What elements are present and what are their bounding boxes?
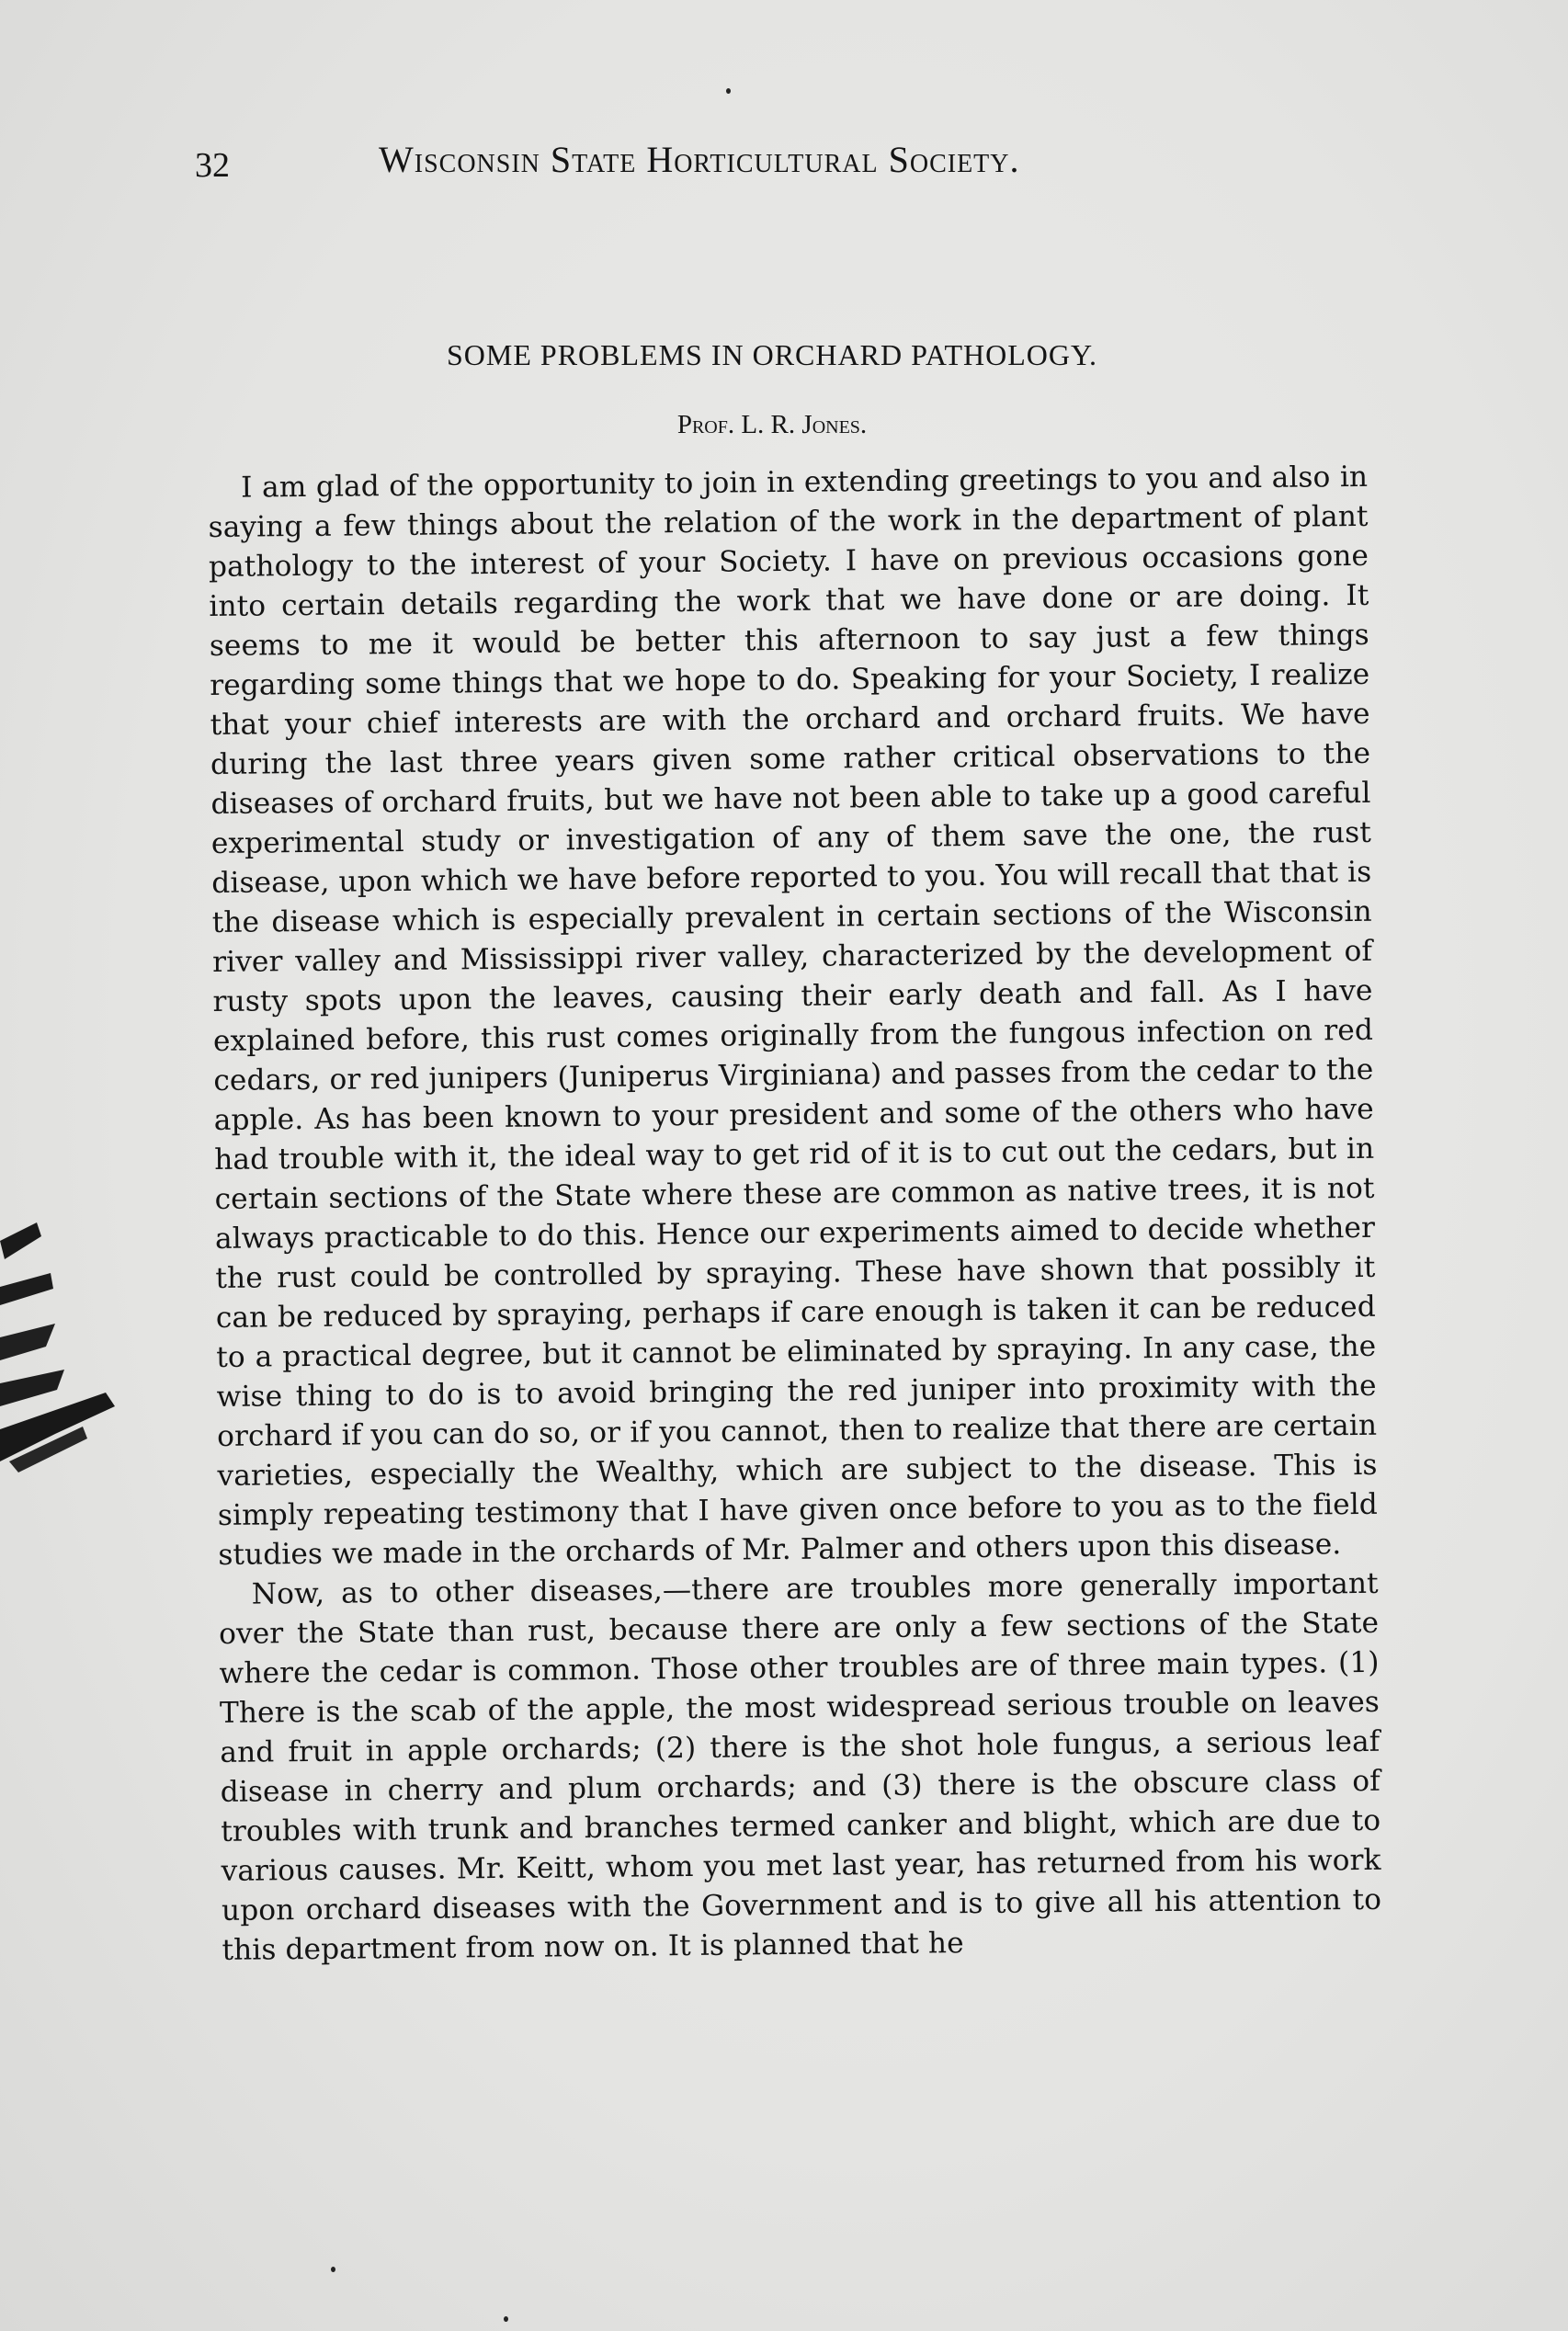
ink-smudge-icon [0,1186,119,1498]
article-title: SOME PROBLEMS IN ORCHARD PATHOLOGY. [446,338,1097,371]
page-header [195,138,1408,193]
article-body [208,458,1382,1971]
paragraph: I am glad of the opportunity to join in extending greetings to you and also in saying a few things about the relation of the work in the department of plant pathology to the interest of your Society. I have on previous occasions gone into certain details regarding the work that we have done or are doing. It seems to me it would be better this afternoon to say just a few things regarding some things that we hope to do. Speaking for your Society, I realize that your chief interests are with the orchard and orchard fruits. We have during the last three years given some rather critical observations to the diseases of orchard fruits, but we have not been able to take up a good careful experimental study or investigation of any of them save the one, the rust disease, upon which we have before reported to you. You will recall that that is the disease which is especially prevalent in certain sections of the Wisconsin river valley and Mississippi river valley, characterized by the development of rusty spots upon the leaves, causing their early death and fall. As I have explained before, this rust comes originally from the fungous infection on red cedars, or red junipers (Juniperus Virginiana) and passes from the cedar to the apple. As has been known to your president and some of the others who have had trouble with it, the ideal way to get rid of it is to cut out the cedars, but in certain sections of the State where these are common as native trees, it is not always practicable to do this. Hence our experiments aimed to decide whether the rust could be controlled by spraying. These have shown that possibly it can be reduced by spraying, perhaps if care enough is taken it can be reduced to a practical degree, but it cannot be eliminated by spraying. In any case, the wise thing to do is to avoid bringing the red juniper into proximity with the orchard if you can do so, or if you cannot, then to realize that there are certain varieties, especially the Wealthy, which are subject to the disease. This is simply repeating testimony that I have given once before to you as to the field studies we made in the orchards of Mr. Palmer and others upon this disease. [208,460,1379,1572]
page-number: 32 [195,146,230,185]
running-head: Wisconsin State Horticultural Society. [379,139,1020,180]
dust-speck-icon [331,2267,335,2272]
paragraph: Now, as to other diseases,—there are troubles more generally important over the State than rust, because there are only a few sections of the State where the cedar is common. Those other troubles are of three main types. (1) There is the scab of the apple, the most widespread serious trouble on leaves and fruit in apple orchards; (2) there is the shot hole fungus, a serious leaf disease in cherry and plum orchards; and (3) there is the obscure class of troubles with trunk and branches termed canker and blight, which are due to various causes. Mr. Keitt, whom you met last year, has returned from his work upon orchard diseases with the Government and is to give all his attention to this department from now on. It is planned that he [218,1566,1382,1967]
article-author: Prof. L. R. Jones. [676,410,868,439]
dust-speck-icon [504,2316,508,2322]
dust-speck-icon [726,88,731,94]
